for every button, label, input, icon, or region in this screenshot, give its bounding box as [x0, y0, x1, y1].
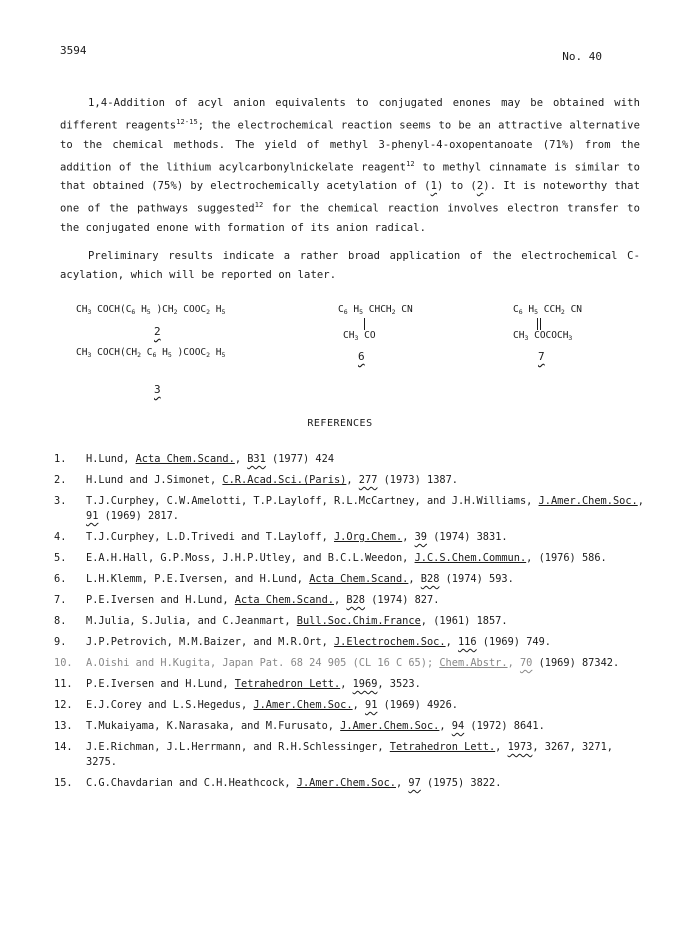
reference-item — [54, 614, 650, 629]
compound-ref: 2 — [476, 180, 484, 192]
reference-number: 4. — [54, 531, 67, 543]
reference-number: 9. — [54, 636, 67, 648]
reference-authors: E.J.Corey and L.S.Hegedus, — [86, 699, 254, 711]
reference-item — [54, 572, 650, 587]
reference-volume: 1969 — [352, 678, 378, 690]
reference-number: 10. — [54, 657, 73, 669]
reference-number: 2. — [54, 474, 67, 486]
reference-separator: , — [234, 453, 248, 465]
reference-number: 1. — [54, 453, 67, 465]
reference-journal: J.Amer.Chem.Soc. — [538, 495, 638, 507]
reference-details: (1977) 424 — [265, 453, 335, 465]
reference-separator: , — [495, 741, 508, 753]
reference-item — [54, 698, 650, 713]
reference-separator: , — [439, 720, 452, 732]
references-list — [54, 452, 650, 797]
reference-volume: B31 — [247, 453, 266, 465]
reference-details: (1974) 827. — [365, 594, 440, 606]
reference-volume: 1973 — [507, 741, 533, 753]
reference-separator: , — [395, 777, 409, 789]
page-number: 3594 — [60, 44, 87, 57]
compound-ref: 1 — [430, 180, 438, 192]
double-bond — [537, 318, 541, 330]
reference-authors: P.E.Iversen and H.Lund, — [86, 594, 235, 606]
text-run: ). It is noteworthy that one of the pathways suggested — [60, 180, 641, 215]
reference-volume: 94 — [451, 720, 465, 732]
reference-journal: J.Org.Chem. — [333, 531, 403, 543]
reference-journal: Acta Chem.Scand. — [309, 573, 409, 585]
text-run: ) to ( — [437, 180, 477, 192]
reference-details: (1961) 1857. — [433, 615, 508, 627]
reference-item — [54, 635, 650, 650]
reference-item — [54, 452, 650, 467]
reference-details: , 3523. — [377, 678, 421, 690]
reference-separator: , — [408, 573, 421, 585]
reference-authors: J.E.Richman, J.L.Herrmann, and R.H.Schlessinger, — [86, 741, 390, 753]
issue-number: No. 40 — [562, 50, 602, 63]
reference-details: (1969) 749. — [476, 636, 551, 648]
reference-separator: , — [420, 615, 434, 627]
reference-details: (1975) 3822. — [420, 777, 502, 789]
reference-separator: , — [526, 552, 539, 564]
paragraph-text: Preliminary results indicate a rather broad application of the electrochemical C-acylation, which will be reported on later. — [60, 250, 640, 281]
compound-7-number: 7 — [538, 350, 545, 363]
references-heading: REFERENCES — [307, 418, 373, 429]
reference-item — [54, 677, 650, 692]
reference-number: 14. — [54, 741, 73, 753]
reference-item — [54, 719, 650, 734]
compound-2-number: 2 — [154, 325, 161, 338]
reference-journal: Chem.Abstr. — [439, 657, 508, 669]
reference-volume: 116 — [457, 636, 477, 648]
reference-journal: Tetrahedron Lett. — [234, 678, 341, 690]
reference-volume: 91 — [86, 510, 99, 522]
reference-volume: 39 — [414, 531, 427, 543]
text-run: for the chemical reaction involves electron transfer to the conjugated enone with formation of its anion radical. — [60, 202, 640, 234]
reference-authors: C.G.Chavdarian and C.H.Heathcock, — [86, 777, 297, 789]
reference-volume: 97 — [408, 777, 421, 789]
reference-volume: 277 — [358, 474, 378, 486]
reference-authors: T.Mukaiyama, K.Narasaka, and M.Furusato, — [86, 720, 341, 732]
reference-journal: Acta Chem.Scand. — [135, 453, 235, 465]
text-run: ; the electrochemical reaction seems to be an attractive alternative to the chemical methods. The yield of methyl 3-phenyl-4-oxopentanoate (71%) from the addition of the lithium acylcarbonylnickelate reagent — [60, 119, 640, 173]
reference-journal: J.Amer.Chem.Soc. — [340, 720, 440, 732]
reference-item — [54, 551, 650, 566]
reference-item — [54, 473, 650, 488]
reference-details: (1972) 8641. — [464, 720, 545, 732]
reference-item — [54, 656, 650, 671]
reference-separator: , — [352, 699, 365, 711]
reference-authors: E.A.H.Hall, G.P.Moss, J.H.P.Utley, and B.C.L.Weedon, — [86, 552, 415, 564]
reference-journal: Bull.Soc.Chim.France — [296, 615, 421, 627]
compound-7-substituent: $CH_3$ $COCOCH_3$ — [513, 330, 573, 342]
reference-journal: Tetrahedron Lett. — [389, 741, 496, 753]
citation-superscript: 12-15 — [176, 118, 198, 126]
reference-number: 13. — [54, 720, 73, 732]
reference-item — [54, 740, 650, 770]
reference-details: (1974) 3831. — [427, 531, 508, 543]
reference-authors: M.Julia, S.Julia, and C.Jeanmart, — [86, 615, 297, 627]
reference-authors: P.E.Iversen and H.Lund, — [86, 678, 235, 690]
reference-item — [54, 494, 650, 524]
reference-number: 8. — [54, 615, 67, 627]
reference-journal: C.R.Acad.Sci.(Paris) — [222, 474, 347, 486]
reference-authors: H.Lund and J.Simonet, — [86, 474, 223, 486]
reference-number: 7. — [54, 594, 67, 606]
reference-details: (1974) 593. — [439, 573, 514, 585]
text-run: 1,4-Addition of acyl anion equivalents to conjugated enones may be obtained with different reagents — [60, 97, 640, 132]
reference-separator: , — [334, 594, 347, 606]
reference-number: 12. — [54, 699, 73, 711]
citation-superscript: 12 — [406, 159, 415, 168]
compound-2-formula: $CH_3$ $COCH(C_6$ $H_5$ )$CH_2$ $COOC_2$ $H_5$ — [76, 304, 226, 316]
reference-number: 11. — [54, 678, 73, 690]
reference-authors: A.Oishi and H.Kugita, Japan Pat. 68 24 905 (CL 16 C 65); — [86, 657, 440, 669]
reference-separator: , — [340, 678, 353, 690]
citation-superscript: 12 — [254, 201, 264, 209]
reference-authors: H.Lund, — [86, 453, 136, 465]
reference-details: (1969) 87342. — [532, 657, 620, 669]
reference-authors: T.J.Curphey, L.D.Trivedi and T.Layloff, — [86, 531, 334, 543]
compound-6-number: 6 — [358, 350, 365, 363]
reference-separator: , — [637, 495, 644, 507]
reference-journal: J.Amer.Chem.Soc. — [253, 699, 353, 711]
reference-volume: B28 — [420, 573, 440, 585]
reference-journal: J.Electrochem.Soc. — [333, 636, 446, 648]
compound-7-formula: $C_6$ $H_5$ $CCH_2$ CN — [513, 304, 583, 316]
reference-details: (1969) 2817. — [98, 510, 179, 522]
compound-3-number: 3 — [154, 383, 161, 396]
compound-6-substituent: $CH_3$ CO — [343, 330, 376, 342]
reference-details: (1976) 586. — [538, 552, 607, 564]
reference-journal: J.Amer.Chem.Soc. — [296, 777, 396, 789]
reference-authors: J.P.Petrovich, M.M.Baizer, and M.R.Ort, — [86, 636, 334, 648]
reference-authors: L.H.Klemm, P.E.Iversen, and H.Lund, — [86, 573, 310, 585]
reference-number: 15. — [54, 777, 73, 789]
reference-item — [54, 776, 650, 791]
reference-authors: T.J.Curphey, C.W.Amelotti, T.P.Layloff, R.L.McCartney, and J.H.Williams, — [86, 495, 539, 507]
single-bond — [364, 318, 365, 330]
paragraph-addition — [60, 94, 640, 238]
reference-number: 3. — [54, 495, 67, 507]
paragraph-preliminary — [60, 247, 640, 285]
compound-6-formula: $C_6$ $H_5$ $CHCH_2$ CN — [338, 304, 413, 316]
reference-item — [54, 593, 650, 608]
reference-separator: , — [445, 636, 458, 648]
reference-volume: 91 — [365, 699, 378, 711]
reference-journal: J.C.S.Chem.Commun. — [414, 552, 527, 564]
reference-details: (1969) 4926. — [377, 699, 458, 711]
reference-number: 6. — [54, 573, 67, 585]
reference-journal: Acta Chem.Scand. — [234, 594, 334, 606]
reference-volume: B28 — [346, 594, 366, 606]
reference-separator: , — [346, 474, 359, 486]
reference-item — [54, 530, 650, 545]
reference-number: 5. — [54, 552, 67, 564]
compound-3-formula: $CH_3$ $COCH(CH_2$ $C_6$ $H_5$ )$COOC_2$ $H_5$ — [76, 347, 226, 359]
reference-separator: , — [402, 531, 415, 543]
reference-details: (1973) 1387. — [377, 474, 458, 486]
text-run: to methyl cinnamate is similar to that obtained (75%) by electrochemically acetylation of ( — [60, 161, 640, 192]
reference-separator: , — [507, 657, 520, 669]
reference-volume: 70 — [519, 657, 533, 669]
reference-details: , 3267, 3271, 3275. — [86, 741, 613, 768]
